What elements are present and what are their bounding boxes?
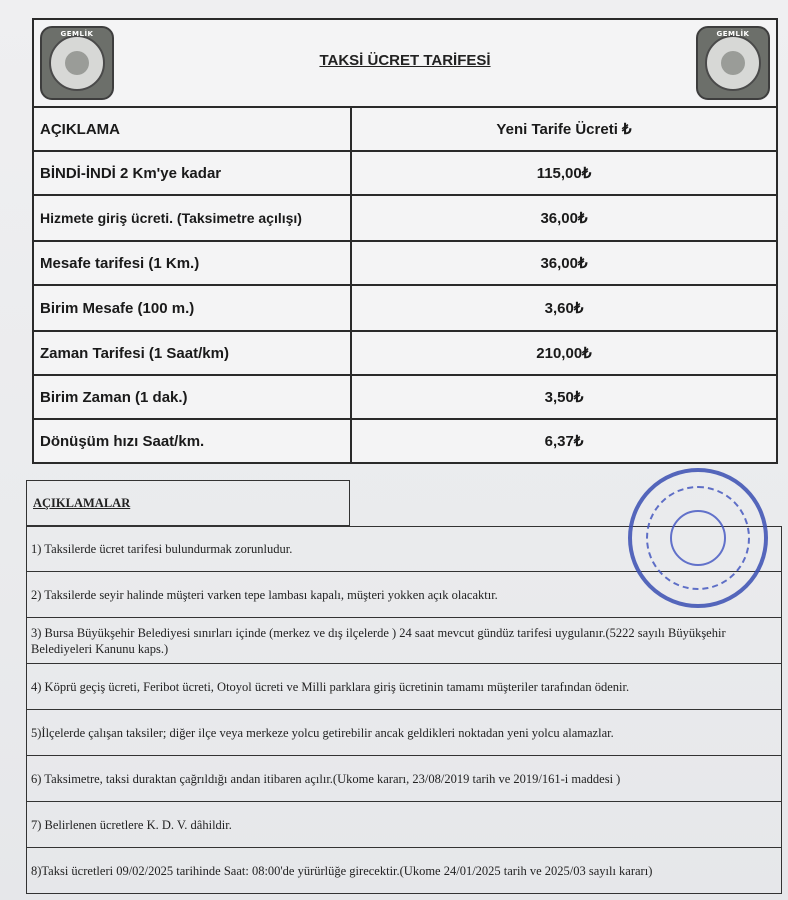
note-item: 2) Taksilerde seyir halinde müşteri varken tepe lambası kapalı, müşteri yokken açık olacaktır. (26, 572, 782, 618)
row-label: Hizmete giriş ücreti. (Taksimetre açılışı) (34, 196, 352, 240)
page-title: TAKSİ ÜCRET TARİFESİ (319, 52, 491, 69)
row-value: 210,00₺ (536, 345, 592, 362)
row-label: Mesafe tarifesi (1 Km.) (34, 242, 352, 284)
note-item: 7) Belirlenen ücretlere K. D. V. dâhildir. (26, 802, 782, 848)
row-value: 6,37₺ (544, 433, 584, 450)
table-row (34, 152, 776, 196)
column-header-row (34, 108, 776, 152)
row-label: Birim Mesafe (100 m.) (34, 286, 352, 330)
row-label: Birim Zaman (1 dak.) (34, 376, 352, 418)
chamber-seal-icon (696, 26, 770, 100)
col-header-description: AÇIKLAMA (34, 108, 352, 150)
seal-inner (705, 35, 761, 91)
note-item: 5)İlçelerde çalışan taksiler; diğer ilçe veya merkeze yolcu getirebilir ancak geldikleri noktadan yeni yolcu alamazlar. (26, 710, 782, 756)
table-row (34, 332, 776, 376)
row-value: 36,00₺ (540, 210, 588, 227)
row-value: 115,00₺ (536, 165, 592, 182)
row-value: 3,50₺ (544, 389, 584, 406)
row-value: 3,60₺ (544, 300, 584, 317)
seal-core (721, 51, 745, 75)
row-value: 36,00₺ (540, 255, 588, 272)
col-header-fee: Yeni Tarife Ücreti ₺ (496, 121, 632, 138)
logo-label-left: GEMLİK (60, 30, 94, 38)
note-item: 4) Köprü geçiş ücreti, Feribot ücreti, Otoyol ücreti ve Milli parklara giriş ücretinin tamamı müşteriler tarafından ödenir. (26, 664, 782, 710)
table-row (34, 286, 776, 332)
table-row (34, 376, 776, 420)
logo-label-right: GEMLİK (716, 30, 750, 38)
table-row (34, 196, 776, 242)
table-row (34, 420, 776, 462)
row-label: Dönüşüm hızı Saat/km. (34, 420, 352, 462)
row-label: BİNDİ-İNDİ 2 Km'ye kadar (34, 152, 352, 194)
note-item: 1) Taksilerde ücret tarifesi bulundurmak zorunludur. (26, 526, 782, 572)
note-item: 8)Taksi ücretleri 09/02/2025 tarihinde Saat: 08:00'de yürürlüğe girecektir.(Ukome 24/01/2025 tarih ve 2025/03 sayılı kararı) (26, 848, 782, 894)
notes-heading: AÇIKLAMALAR (26, 480, 350, 526)
tariff-table (32, 18, 778, 464)
official-stamp-icon (628, 468, 768, 608)
note-item: 6) Taksimetre, taksi duraktan çağrıldığı andan itibaren açılır.(Ukome kararı, 23/08/2019 tarih ve 2019/161-i maddesi ) (26, 756, 782, 802)
row-label: Zaman Tarifesi (1 Saat/km) (34, 332, 352, 374)
stamp-core (670, 510, 726, 566)
table-row (34, 242, 776, 286)
note-item: 3) Bursa Büyükşehir Belediyesi sınırları içinde (merkez ve dış ilçelerde ) 24 saat mevcut gündüz tarifesi uygulanır.(5222 sayılı Büyükşehir Belediyeleri Kanunu kaps.) (26, 618, 782, 664)
table-header (34, 20, 776, 108)
